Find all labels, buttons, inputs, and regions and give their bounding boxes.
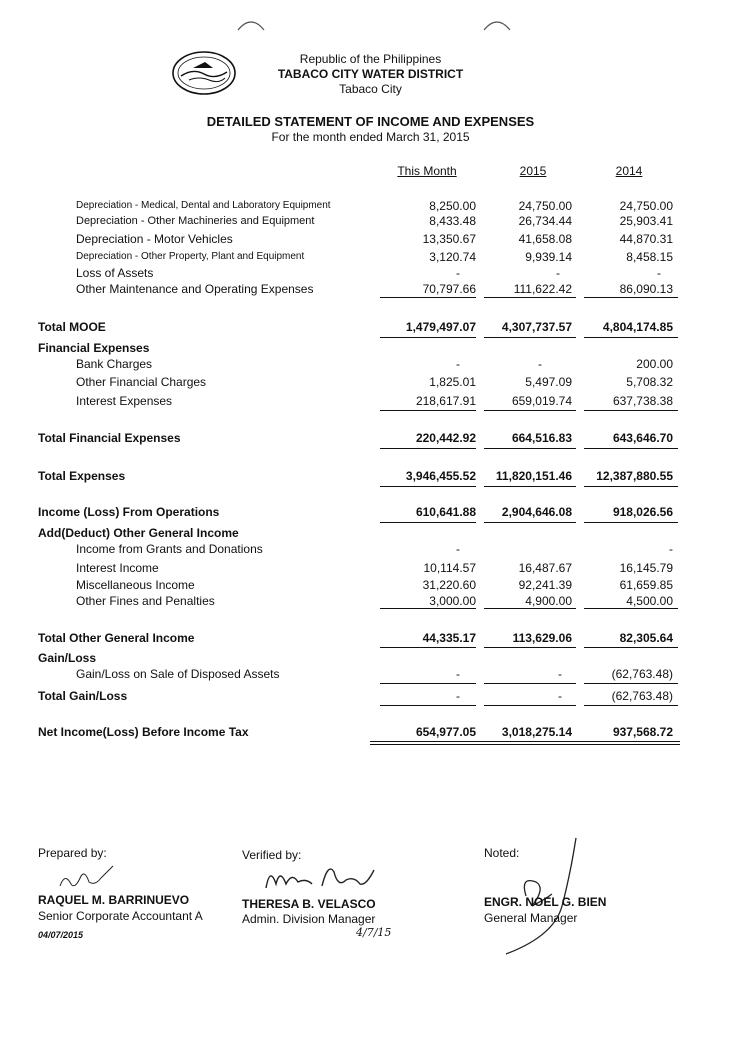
- value-this-month: -: [456, 667, 460, 681]
- value-this-month: -: [456, 357, 460, 371]
- row-fines-penalties: [0, 593, 741, 609]
- row-total-expenses: [0, 468, 741, 484]
- verified-by-caption: Verified by:: [242, 848, 302, 862]
- underline: [484, 297, 576, 298]
- value-this-month: 70,797.66: [422, 282, 476, 296]
- value-2014: 5,708.32: [626, 375, 673, 389]
- value-2014: 643,646.70: [612, 431, 673, 445]
- value-2014: 61,659.85: [619, 578, 673, 592]
- prepared-by-caption: Prepared by:: [38, 846, 107, 860]
- underline: [380, 297, 476, 298]
- underline: [584, 486, 678, 487]
- row-label: Interest Income: [76, 561, 159, 575]
- row-total-other-general-income: [0, 630, 741, 646]
- noted-name: ENGR. NOEL G. BIEN: [484, 895, 607, 909]
- value-2015: 664,516.83: [511, 431, 572, 445]
- row-net-income: [0, 724, 741, 740]
- value-2014: 24,750.00: [619, 199, 673, 213]
- row-total-gain-loss: [0, 688, 741, 704]
- value-2014: 25,903.41: [619, 214, 673, 228]
- value-2015: 16,487.67: [518, 561, 572, 575]
- row-gain-loss-disposed-assets: [0, 666, 741, 682]
- value-2015: -: [538, 357, 542, 371]
- row-total-mooe: [0, 319, 741, 335]
- value-this-month: 654,977.05: [415, 725, 476, 739]
- value-this-month: 3,000.00: [429, 594, 476, 608]
- value-this-month: 1,825.01: [429, 375, 476, 389]
- value-this-month: 8,250.00: [429, 199, 476, 213]
- value-2014: 12,387,880.55: [596, 469, 673, 483]
- value-this-month: 3,946,455.52: [405, 469, 476, 483]
- value-2014: (62,763.48): [611, 667, 673, 681]
- value-this-month: 10,114.57: [423, 561, 476, 575]
- row-label: Total Other General Income: [38, 631, 195, 645]
- underline: [380, 337, 476, 338]
- row-income-from-operations: [0, 504, 741, 520]
- row-total-financial-expenses: [0, 430, 741, 446]
- value-2015: 41,658.08: [518, 232, 572, 246]
- row-label: Other Fines and Penalties: [76, 594, 215, 608]
- prepared-by-title: Senior Corporate Accountant A: [38, 909, 203, 923]
- row-interest-expenses: [0, 393, 741, 409]
- underline: [484, 448, 576, 449]
- value-2014: 4,804,174.85: [602, 320, 673, 334]
- value-2015: 4,900.00: [525, 594, 572, 608]
- value-2015: 11,820,151.46: [495, 469, 572, 483]
- value-2014: 8,458.15: [626, 250, 673, 264]
- value-2015: 92,241.39: [518, 578, 572, 592]
- row-label: Interest Expenses: [76, 394, 173, 408]
- city-name: Tabaco City: [339, 82, 402, 96]
- value-2015: -: [558, 689, 562, 703]
- underline: [484, 410, 576, 411]
- underline: [484, 705, 576, 706]
- row-loss-of-assets: [0, 265, 741, 281]
- row-interest-income: [0, 560, 741, 576]
- section-financial-expenses: [0, 340, 741, 356]
- value-2015: 2,904,646.08: [501, 505, 572, 519]
- value-2015: 24,750.00: [518, 199, 572, 213]
- republic-text: Republic of the Philippines: [299, 52, 442, 66]
- prepared-by-name: RAQUEL M. BARRINUEVO: [38, 893, 190, 907]
- value-this-month: -: [456, 542, 460, 556]
- value-2014: 637,738.38: [612, 394, 673, 408]
- value-2014: -: [669, 542, 673, 556]
- value-2015: -: [556, 266, 560, 280]
- underline: [380, 705, 476, 706]
- row-label: Depreciation - Other Machineries and Equipment: [76, 215, 315, 227]
- underline: [584, 683, 678, 684]
- row-label: Loss of Assets: [76, 266, 154, 280]
- row-label: Net Income(Loss) Before Income Tax: [38, 725, 249, 739]
- row-label: Other Financial Charges: [76, 375, 207, 389]
- row-label: Total MOOE: [38, 320, 106, 334]
- signature-mark: [55, 862, 125, 892]
- underline: [484, 608, 576, 609]
- value-2015: 5,497.09: [525, 375, 572, 389]
- value-2014: 4,500.00: [626, 594, 673, 608]
- value-2015: 9,939.14: [525, 250, 572, 264]
- row-other-maintenance: [0, 281, 741, 297]
- value-2014: 937,568.72: [612, 725, 673, 739]
- value-2015: -: [558, 667, 562, 681]
- underline: [484, 522, 576, 523]
- value-this-month: -: [456, 689, 460, 703]
- row-bank-charges: [0, 356, 741, 372]
- value-2014: -: [657, 266, 661, 280]
- value-2015: 111,622.42: [513, 282, 572, 296]
- punch-hole-icon: [236, 14, 266, 32]
- underline: [584, 522, 678, 523]
- underline: [380, 608, 476, 609]
- section-heading: Financial Expenses: [38, 341, 150, 355]
- value-2015: 113,629.06: [512, 631, 572, 645]
- underline: [380, 683, 476, 684]
- row-label: Miscellaneous Income: [76, 578, 195, 592]
- value-2014: 86,090.13: [619, 282, 673, 296]
- value-this-month: 218,617.91: [415, 394, 476, 408]
- value-this-month: 610,641.88: [415, 505, 476, 519]
- value-2014: 82,305.64: [619, 631, 673, 645]
- row-label: Gain/Loss on Sale of Disposed Assets: [76, 667, 280, 681]
- value-2014: 200.00: [636, 357, 673, 371]
- underline: [584, 448, 678, 449]
- row-label: Total Financial Expenses: [38, 431, 181, 445]
- underline: [584, 705, 678, 706]
- value-2015: 3,018,275.14: [501, 725, 572, 739]
- row-dep-other-property: [0, 249, 741, 265]
- noted-caption: Noted:: [484, 846, 520, 860]
- signature-mark: [262, 852, 392, 896]
- underline: [484, 486, 576, 487]
- underline: [584, 647, 678, 648]
- value-2015: 26,734.44: [518, 214, 572, 228]
- underline: [380, 448, 476, 449]
- section-other-general-income: [0, 525, 741, 541]
- value-this-month: 31,220.60: [422, 578, 476, 592]
- row-dep-other-machinery: [0, 213, 741, 229]
- underline: [484, 337, 576, 338]
- column-header-2015: 2015: [519, 164, 547, 178]
- column-header-this-month: This Month: [397, 164, 457, 178]
- value-this-month: 8,433.48: [429, 214, 476, 228]
- double-underline: [370, 741, 680, 745]
- underline: [584, 410, 678, 411]
- value-this-month: 13,350.67: [422, 232, 476, 246]
- value-this-month: 44,335.17: [422, 631, 476, 645]
- row-label: Income from Grants and Donations: [76, 542, 263, 556]
- section-gain-loss: [0, 650, 741, 666]
- value-2014: 918,026.56: [612, 505, 673, 519]
- value-2015: 659,019.74: [511, 394, 572, 408]
- section-heading: Add(Deduct) Other General Income: [38, 526, 239, 540]
- row-label: Other Maintenance and Operating Expenses: [76, 282, 314, 296]
- value-2015: 4,307,737.57: [501, 320, 572, 334]
- underline: [484, 647, 576, 648]
- district-name: TABACO CITY WATER DISTRICT: [277, 67, 464, 81]
- value-this-month: 3,120.74: [429, 250, 476, 264]
- underline: [380, 647, 476, 648]
- punch-hole-icon: [482, 14, 512, 32]
- value-2014: 16,145.79: [619, 561, 673, 575]
- row-label: Bank Charges: [76, 357, 153, 371]
- underline: [584, 297, 678, 298]
- row-label: Depreciation - Other Property, Plant and Equipment: [76, 251, 305, 262]
- row-grants-donations: [0, 541, 741, 557]
- column-header-2014: 2014: [615, 164, 643, 178]
- row-label: Income (Loss) From Operations: [38, 505, 220, 519]
- value-this-month: -: [456, 266, 460, 280]
- prepared-by-date: 04/07/2015: [38, 930, 84, 940]
- underline: [584, 337, 678, 338]
- underline: [380, 486, 476, 487]
- underline: [484, 683, 576, 684]
- row-label: Depreciation - Motor Vehicles: [76, 232, 233, 246]
- verified-by-title: Admin. Division Manager: [242, 912, 376, 926]
- row-miscellaneous-income: [0, 577, 741, 593]
- row-label: Total Expenses: [38, 469, 126, 483]
- statement-period: For the month ended March 31, 2015: [271, 130, 470, 144]
- value-this-month: 220,442.92: [415, 431, 476, 445]
- verified-by-date: 4/7/15: [356, 926, 392, 939]
- row-label: Total Gain/Loss: [38, 689, 128, 703]
- underline: [380, 522, 476, 523]
- noted-title: General Manager: [484, 911, 578, 925]
- row-dep-motor: [0, 231, 741, 247]
- statement-title: DETAILED STATEMENT OF INCOME AND EXPENSES: [206, 114, 535, 129]
- section-heading: Gain/Loss: [38, 651, 97, 665]
- row-dep-medical: [0, 198, 741, 214]
- underline: [380, 410, 476, 411]
- value-2014: (62,763.48): [611, 689, 673, 703]
- value-2014: 44,870.31: [619, 232, 673, 246]
- verified-by-name: THERESA B. VELASCO: [242, 897, 376, 911]
- underline: [584, 608, 678, 609]
- row-other-financial-charges: [0, 374, 741, 390]
- value-this-month: 1,479,497.07: [405, 320, 476, 334]
- row-label: Depreciation - Medical, Dental and Laboratory Equipment: [76, 200, 331, 211]
